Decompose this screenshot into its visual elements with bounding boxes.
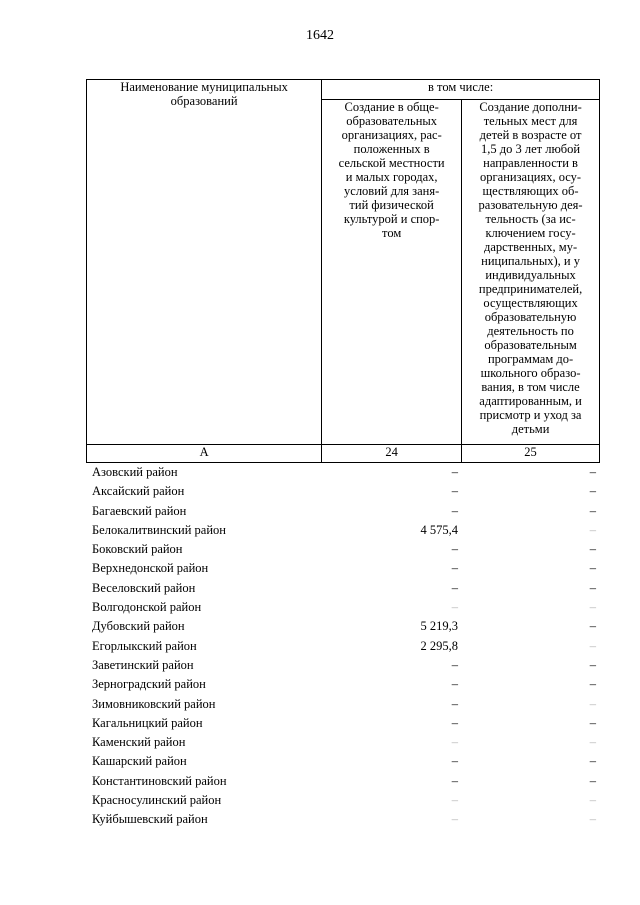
table-row: [86, 521, 600, 540]
row-value-24: –: [451, 465, 458, 479]
row-name: Кагальницкий район: [92, 715, 203, 730]
table-row: [86, 502, 600, 521]
table-body: [86, 463, 600, 830]
row-value-24: –: [451, 677, 458, 692]
row-name: Волгодонской район: [92, 600, 202, 615]
row-value-25: –: [589, 522, 596, 537]
column-header-25: Создание дополни- тельных мест для детей в возрасте от 1,5 до 3 лет любой направленности в организациях, осу- ществляющих об- разовательную дея- тельность (за ис- ключением госу- дарственных, му- ниципальных), и у индивидуальных предпринимателей, осуществляющих образовательную деятельность по образовательным программам до- школьного образо- вания, в том числе адаптированным, и присмотр и уход за детьми: [462, 100, 600, 445]
row-name: Веселовский район: [92, 580, 196, 595]
table-row: [86, 559, 600, 578]
column-index-24: 24: [322, 445, 462, 463]
row-value-24: –: [451, 561, 458, 576]
row-value-25: –: [589, 561, 596, 576]
row-name: Красносулинский район: [92, 793, 222, 808]
row-value-24: –: [451, 503, 458, 518]
column-index-a: А: [87, 445, 322, 463]
row-value-25: –: [589, 735, 596, 750]
row-name: Каменский район: [92, 735, 186, 750]
row-value-24: –: [451, 600, 458, 615]
table-row: [86, 540, 600, 559]
row-value-25: –: [589, 696, 596, 711]
table-row: [86, 810, 600, 829]
column-header-name: Наименование муниципальных образований: [87, 80, 322, 445]
row-value-25: –: [589, 638, 596, 653]
table-row: [86, 675, 600, 694]
row-value-25: –: [589, 677, 596, 692]
row-name: Аксайский район: [92, 484, 185, 499]
row-value-24: –: [451, 735, 458, 750]
row-value-25: –: [589, 793, 596, 808]
page-number: 1642: [306, 28, 334, 43]
table-row: [86, 463, 600, 482]
row-value-25: –: [589, 657, 596, 672]
table-row: [86, 695, 600, 714]
table-row: [86, 772, 600, 791]
row-value-25: –: [589, 542, 596, 557]
table-row: [86, 714, 600, 733]
row-value-25: –: [589, 619, 596, 634]
row-value-24: –: [451, 484, 458, 499]
row-value-25: –: [589, 503, 596, 518]
row-value-24: –: [451, 542, 458, 557]
row-value-24: –: [451, 580, 458, 595]
row-name: Дубовский район: [92, 619, 185, 634]
row-name: Заветинский район: [92, 657, 194, 672]
table-row: [86, 656, 600, 675]
row-value-24: –: [451, 715, 458, 730]
row-name: Зерноградский район: [92, 677, 206, 692]
row-value-24: –: [451, 773, 458, 788]
row-name: Зимовниковский район: [92, 696, 216, 711]
row-name: Кашарский район: [92, 754, 187, 769]
row-value-24: –: [451, 812, 458, 827]
row-value-24: 4 575,4: [420, 522, 458, 537]
table-row: [86, 579, 600, 598]
column-header-including: в том числе:: [322, 80, 600, 100]
row-name: Белокалитвинский район: [92, 522, 226, 537]
row-value-25: –: [589, 484, 596, 499]
table-row: [86, 733, 600, 752]
column-header-24: Создание в обще- образовательных организациях, рас- положенных в сельской местности и малых городах, условий для заня- тий физической культурой и спор- том: [322, 100, 462, 445]
table-row: [86, 752, 600, 771]
row-value-25: –: [589, 600, 596, 615]
row-value-25: –: [589, 580, 596, 595]
table-row: [86, 617, 600, 636]
table-row: [86, 482, 600, 501]
row-name: Куйбышевский район: [92, 812, 208, 827]
row-value-25: –: [589, 812, 596, 827]
table-row: [86, 598, 600, 617]
row-value-24: –: [451, 754, 458, 769]
table-row: [86, 637, 600, 656]
row-value-25: –: [589, 754, 596, 769]
row-value-24: –: [451, 696, 458, 711]
row-name: Верхнедонской район: [92, 561, 209, 576]
table-header: [86, 79, 600, 463]
row-name: Багаевский район: [92, 503, 187, 518]
row-value-24: –: [451, 657, 458, 672]
table-row: [86, 791, 600, 810]
row-value-25: –: [589, 773, 596, 788]
row-value-24: 5 219,3: [420, 619, 458, 634]
row-name: Азовский район: [92, 465, 178, 479]
row-name: Константиновский район: [92, 773, 227, 788]
row-value-24: 2 295,8: [420, 638, 458, 653]
row-name: Егорлыкский район: [92, 638, 197, 653]
column-index-25: 25: [462, 445, 600, 463]
row-value-25: –: [589, 465, 596, 479]
row-value-25: –: [589, 715, 596, 730]
row-name: Боковский район: [92, 542, 183, 557]
row-value-24: –: [451, 793, 458, 808]
